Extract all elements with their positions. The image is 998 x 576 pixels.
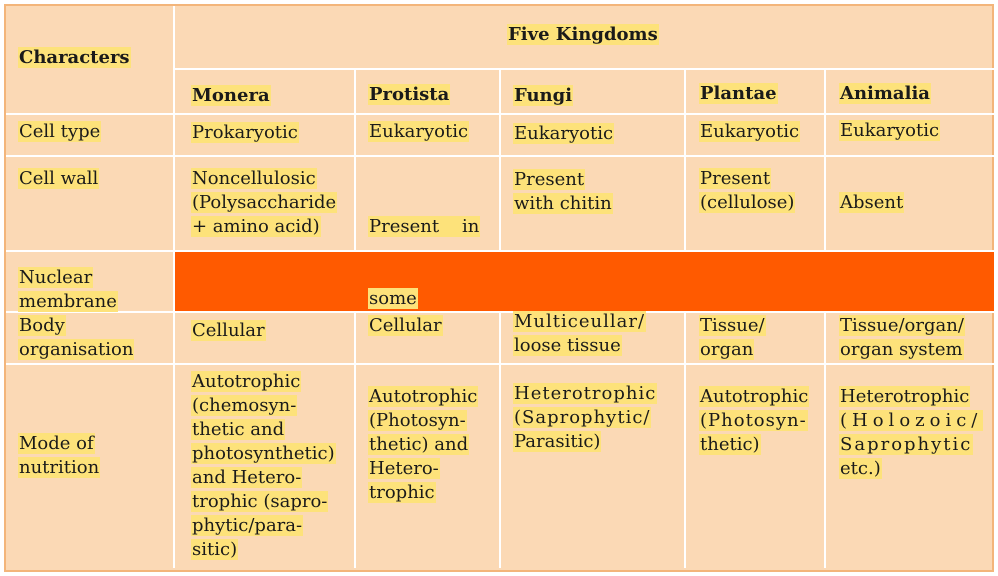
nuclear-membrane-bar <box>175 252 994 311</box>
row-divider <box>173 68 994 70</box>
cell-type-protista: Eukaryotic <box>369 121 469 142</box>
cell-wall-fungi: Present with chitin <box>514 169 612 214</box>
row-label-body-organisation: Body organisation <box>19 315 134 360</box>
header-five-kingdoms: Five Kingdoms <box>508 24 658 45</box>
cell-wall-protista: Present in some <box>369 216 480 309</box>
body-organisation-animalia: Tissue/organ/ organ system <box>840 315 964 360</box>
header-animalia: Animalia <box>840 83 930 104</box>
row-label-cell-type: Cell type <box>19 121 101 142</box>
cell-type-plantae: Eukaryotic <box>700 121 800 142</box>
header-plantae: Plantae <box>700 83 777 104</box>
cell-wall-monera: Noncellulosic (Polysaccharide + amino acid) <box>192 168 337 237</box>
body-organisation-protista: Cellular <box>369 315 442 336</box>
nutrition-fungi: Heterotrophic (Saprophytic/ Parasitic) <box>514 383 657 452</box>
row-divider <box>6 311 994 313</box>
nutrition-plantae: Autotrophic (Photosyn- thetic) <box>700 386 809 455</box>
cell-wall-animalia: Absent <box>840 192 904 213</box>
header-protista: Protista <box>369 84 450 105</box>
cell-wall-plantae: Present (cellulose) <box>700 168 795 213</box>
row-divider <box>6 155 994 157</box>
header-fungi: Fungi <box>514 85 573 106</box>
row-divider <box>6 113 994 115</box>
five-kingdoms-table <box>4 4 994 572</box>
column-divider <box>684 68 686 568</box>
nutrition-protista: Autotrophic (Photosyn- thetic) and Hetero- trophic <box>369 386 478 503</box>
row-label-mode-of-nutrition: Mode of nutrition <box>19 433 100 478</box>
row-label-cell-wall: Cell wall <box>19 168 99 189</box>
cell-type-monera: Prokaryotic <box>192 122 298 143</box>
body-organisation-monera: Cellular <box>192 320 265 341</box>
header-characters: Characters <box>19 47 130 68</box>
cell-type-animalia: Eukaryotic <box>840 120 940 141</box>
row-label-nuclear-membrane: Nuclear membrane <box>19 267 117 312</box>
cell-type-fungi: Eukaryotic <box>514 123 614 144</box>
row-divider <box>6 363 994 365</box>
nutrition-animalia: Heterotrophic (Holozoic/ Saprophytic etc.) <box>840 386 983 479</box>
header-monera: Monera <box>192 85 270 106</box>
column-divider <box>354 68 356 568</box>
body-organisation-fungi: Multiceullar/ loose tissue <box>514 311 646 356</box>
nutrition-monera: Autotrophic (chemosyn- thetic and photosynthetic) and Hetero- trophic (sapro- phytic/para- sitic) <box>192 371 335 560</box>
column-divider <box>499 68 501 568</box>
body-organisation-plantae: Tissue/ organ <box>700 315 765 360</box>
column-divider <box>824 68 826 568</box>
